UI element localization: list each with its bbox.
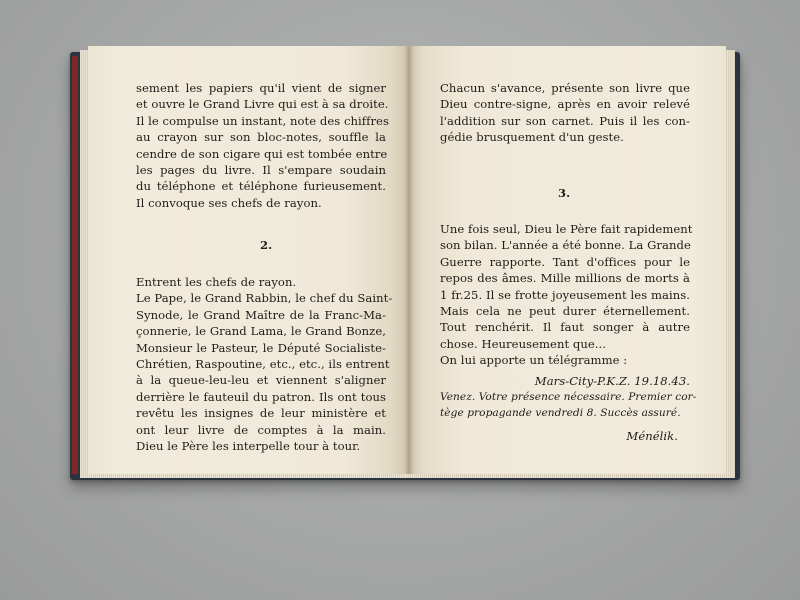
right-paragraph-2 [440, 221, 693, 369]
text-line: du téléphone et téléphone furieusement. [136, 179, 386, 194]
text-line: On lui apporte un télégramme : [440, 353, 628, 368]
text-line: Venez. Votre présence nécessaire. Premier cor- [440, 391, 697, 403]
text-line: et ouvre le Grand Livre qui est à sa droite. [136, 97, 389, 112]
text-line: gédie brusquement d'un geste. [440, 130, 624, 145]
right-page [408, 46, 726, 474]
telegram-signature [440, 428, 678, 444]
text-line: tège propagande vendredi 8. Succès assuré. [440, 406, 681, 419]
left-paragraph-2 [136, 274, 393, 454]
text-line: derrière le fauteuil du patron. Ils ont tous [136, 389, 386, 404]
cover-edge [72, 56, 78, 474]
section-number: 2. [260, 238, 273, 252]
book-gutter [404, 46, 414, 474]
text-line: Il convoque ses chefs de rayon. [136, 195, 322, 210]
text-line: Mais cela ne peut durer éternellement. [440, 304, 690, 319]
text-line: repos des âmes. Mille millions de morts à [440, 271, 690, 286]
text-line: Il le compulse un instant, note des chiffres [136, 113, 389, 128]
text-line: son bilan. L'année a été bonne. La Grande [440, 238, 691, 253]
telegram-header-text: Mars-City-P.K.Z. 19.18.43. [534, 374, 690, 388]
text-line: Synode, le Grand Maître de la Franc-Ma- [136, 307, 386, 322]
telegram-header [440, 373, 690, 389]
text-line: les pages du livre. Il s'empare soudain [136, 163, 386, 178]
right-paragraph-1 [440, 80, 690, 146]
text-line: ont leur livre de comptes à la main. [136, 422, 386, 437]
left-paragraph-1 [136, 80, 389, 211]
text-line: 1 fr.25. Il se frotte joyeusement les mains. [440, 287, 690, 302]
text-line: Tout renchérit. Il faut songer à autre [440, 320, 690, 335]
text-line: Dieu contre-signe, après en avoir relevé [440, 97, 690, 112]
text-line: Une fois seul, Dieu le Père fait rapidement [440, 222, 693, 236]
text-line: Guerre rapporte. Tant d'offices pour le [440, 254, 690, 269]
text-line: au crayon sur son bloc-notes, souffle la [136, 130, 386, 145]
telegram-body [440, 390, 697, 421]
text-line: Entrent les chefs de rayon. [136, 275, 297, 289]
text-line: revêtu les insignes de leur ministère et [136, 406, 386, 421]
section-number: 3. [558, 186, 571, 200]
text-line: Chacun s'avance, présente son livre que [440, 81, 690, 95]
text-line: Monsieur le Pasteur, le Député Socialiste- [136, 340, 386, 355]
text-line: l'addition sur son carnet. Puis il les con- [440, 113, 690, 128]
text-line: Dieu le Père les interpelle tour à tour. [136, 439, 361, 454]
left-page [88, 46, 408, 474]
text-line: cendre de son cigare qui est tombée entre [136, 146, 388, 161]
telegram-signature-text: Ménélik. [626, 429, 678, 443]
text-line: Le Pape, le Grand Rabbin, le chef du Saint- [136, 291, 393, 306]
text-line: chose. Heureusement que... [440, 336, 607, 351]
text-line: Chrétien, Raspoutine, etc., etc., ils entrent [136, 357, 390, 372]
text-line: çonnerie, le Grand Lama, le Grand Bonze, [136, 324, 386, 339]
text-line: sement les papiers qu'il vient de signer [136, 81, 386, 95]
text-line: à la queue-leu-leu et viennent s'aligner [136, 373, 386, 388]
